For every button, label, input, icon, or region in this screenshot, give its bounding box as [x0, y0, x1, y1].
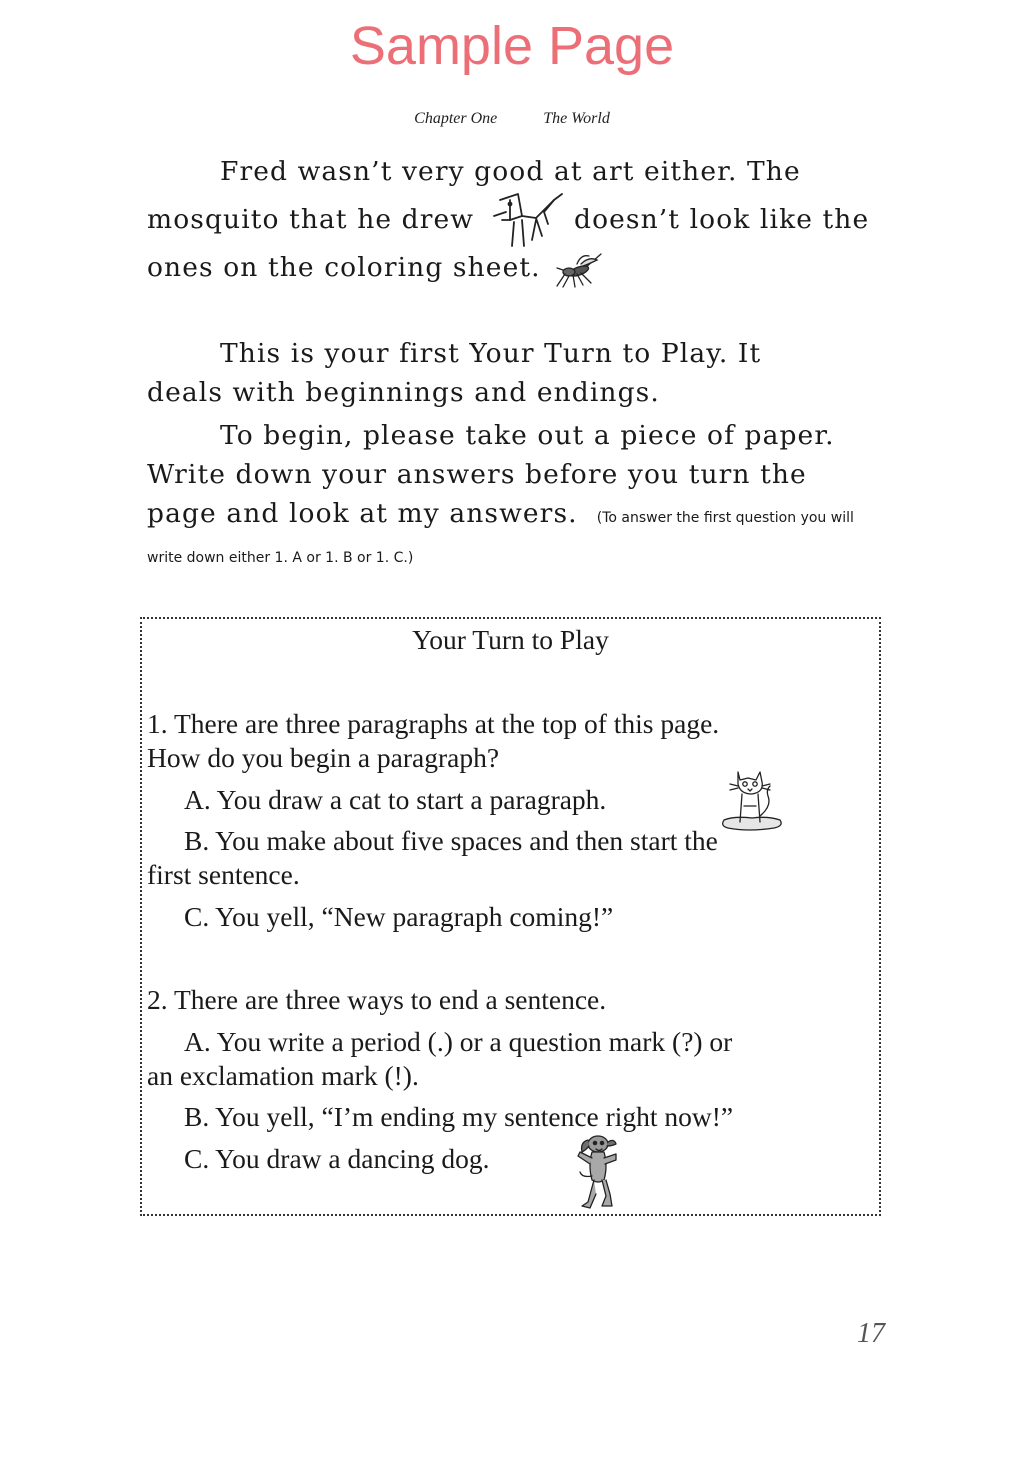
- question-1-option-c: C. You yell, “New paragraph coming!”: [184, 901, 614, 932]
- question-1-line2: How do you begin a paragraph?: [147, 742, 500, 773]
- intro-p2-line1: This is your first Your Turn to Play. It: [220, 338, 762, 369]
- section-label: The World: [543, 110, 610, 127]
- fred-mosquito-drawing-icon: [488, 190, 566, 252]
- dancing-dog-icon: [572, 1132, 622, 1212]
- page-number: 17: [857, 1318, 885, 1349]
- your-turn-to-play-title: Your Turn to Play: [412, 624, 609, 655]
- question-1-option-b-line2: first sentence.: [147, 859, 300, 890]
- question-1-option-a: A. You draw a cat to start a paragraph.: [184, 784, 607, 815]
- question-2-line1: 2. There are three ways to end a sentence.: [147, 984, 607, 1015]
- intro-p1-line2-end: doesn’t look like the: [574, 204, 870, 235]
- intro-p3-line3-text: page and look at my answers.: [147, 498, 578, 529]
- intro-p1-line2-start: mosquito that he drew: [147, 204, 475, 235]
- intro-note-part2: write down either 1. A or 1. B or 1. C.): [147, 550, 414, 566]
- mosquito-icon: [555, 250, 603, 288]
- question-1-option-b-line1: B. You make about five spaces and then start the: [184, 825, 718, 856]
- question-2-option-c: C. You draw a dancing dog.: [184, 1143, 490, 1174]
- question-2-option-a-line2: an exclamation mark (!).: [147, 1060, 419, 1091]
- question-2-option-b: B. You yell, “I’m ending my sentence right now!”: [184, 1101, 734, 1132]
- chapter-label: Chapter One: [414, 110, 498, 127]
- intro-p1-line1: Fred wasn’t very good at art either. The: [220, 156, 801, 187]
- question-1-line1: 1. There are three paragraphs at the top of this page.: [147, 708, 720, 739]
- cat-icon: [718, 766, 786, 832]
- intro-p1-line3: ones on the coloring sheet.: [147, 252, 541, 283]
- intro-p3-line2: Write down your answers before you turn the: [147, 459, 807, 490]
- intro-p3-line1: To begin, please take out a piece of paper.: [220, 420, 835, 451]
- intro-p3-line3: [147, 498, 887, 529]
- running-head: [0, 110, 1024, 128]
- intro-note-part1: (To answer the first question you will: [596, 510, 854, 526]
- sample-page-watermark: Sample Page: [349, 16, 675, 76]
- question-2-option-a-line1: A. You write a period (.) or a question mark (?) or: [184, 1026, 733, 1057]
- intro-p2-line2: deals with beginnings and endings.: [147, 377, 660, 408]
